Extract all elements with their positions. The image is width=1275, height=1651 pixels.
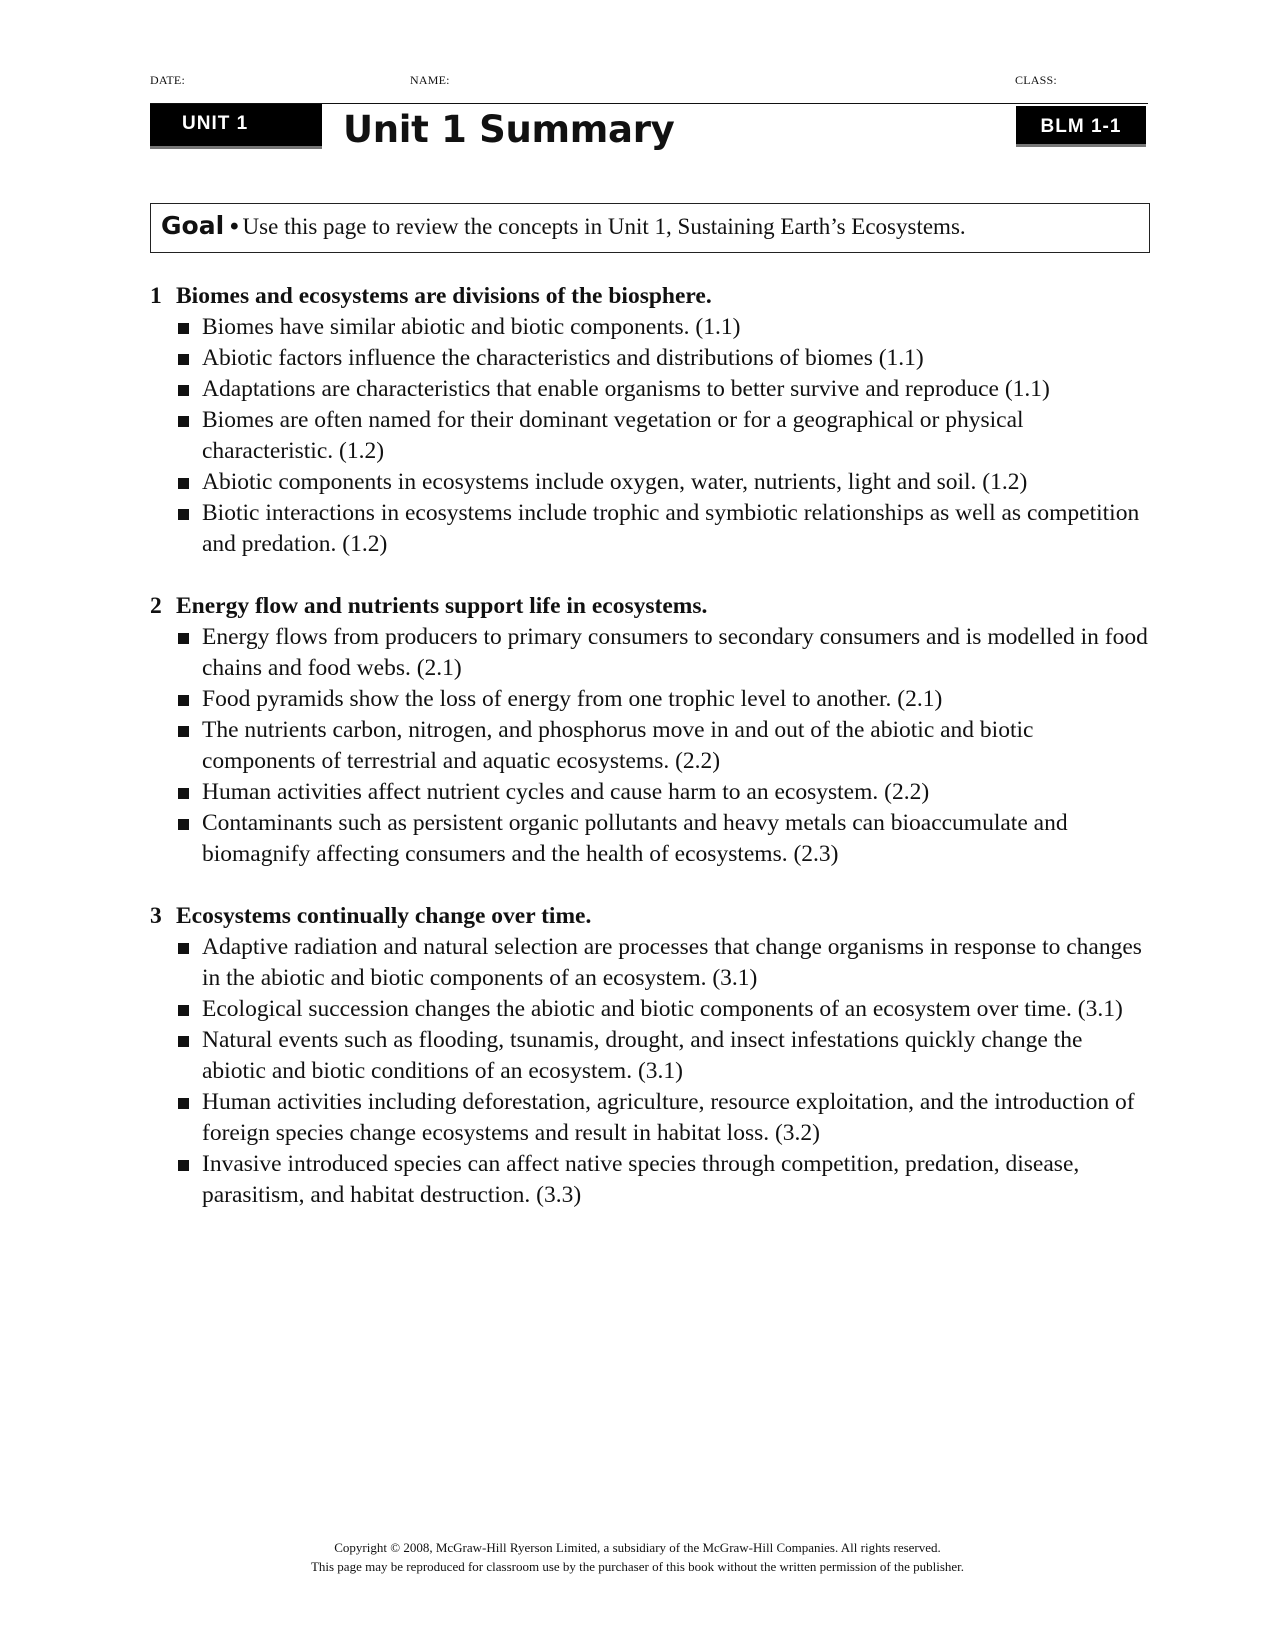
goal-label: Goal <box>161 211 225 240</box>
name-label: NAME: <box>410 73 450 87</box>
footer-line-2: This page may be reproduced for classroom use by the purchaser of this book without the written permission of the publisher. <box>310 1559 965 1574</box>
square-bullet-icon <box>176 932 202 994</box>
list-item: Ecological succession changes the abiotic and biotic components of an ecosystem over time. (3.1) <box>176 994 1150 1025</box>
section-number: 2 <box>150 593 162 619</box>
square-bullet-icon <box>176 777 202 808</box>
section-2 <box>150 591 1150 870</box>
square-bullet-icon <box>176 1025 202 1087</box>
square-bullet-icon <box>176 1087 202 1149</box>
summary-content <box>150 281 1150 1242</box>
list-item: Adaptive radiation and natural selection are processes that change organisms in response to changes in the abiotic and biotic components of an ecosystem. (3.1) <box>176 932 1150 994</box>
blm-badge: BLM 1-1 <box>1016 106 1146 147</box>
square-bullet-icon <box>176 405 202 467</box>
list-item: Food pyramids show the loss of energy from one trophic level to another. (2.1) <box>176 684 1150 715</box>
section-heading <box>150 591 1150 622</box>
copyright-footer <box>0 1538 1275 1576</box>
square-bullet-icon <box>176 312 202 343</box>
section-1 <box>150 281 1150 560</box>
footer-line-1: Copyright © 2008, McGraw-Hill Ryerson Limited, a subsidiary of the McGraw-Hill Companies. All rights reserved. <box>334 1540 941 1555</box>
bullet-list <box>150 932 1150 1211</box>
section-title: Ecosystems continually change over time. <box>176 903 592 929</box>
page-title: Unit 1 Summary <box>343 108 675 151</box>
section-title: Energy flow and nutrients support life in ecosystems. <box>176 593 708 619</box>
bullet-list <box>150 622 1150 870</box>
square-bullet-icon <box>176 715 202 777</box>
square-bullet-icon <box>176 467 202 498</box>
list-item: The nutrients carbon, nitrogen, and phosphorus move in and out of the abiotic and biotic components of terrestrial and aquatic ecosystems. (2.2) <box>176 715 1150 777</box>
list-item: Invasive introduced species can affect native species through competition, predation, disease, parasitism, and habitat destruction. (3.3) <box>176 1149 1150 1211</box>
class-label: CLASS: <box>1015 73 1057 87</box>
square-bullet-icon <box>176 374 202 405</box>
date-label: DATE: <box>150 73 185 87</box>
list-item: Human activities affect nutrient cycles and cause harm to an ecosystem. (2.2) <box>176 777 1150 808</box>
goal-box <box>150 203 1150 253</box>
square-bullet-icon <box>176 1149 202 1211</box>
list-item: Abiotic components in ecosystems include oxygen, water, nutrients, light and soil. (1.2) <box>176 467 1150 498</box>
list-item: Natural events such as flooding, tsunamis, drought, and insect infestations quickly change the abiotic and biotic conditions of an ecosystem. (3.1) <box>176 1025 1150 1087</box>
section-heading <box>150 901 1150 932</box>
square-bullet-icon <box>176 498 202 560</box>
unit-tab-shadow <box>150 146 322 149</box>
list-item: Biomes have similar abiotic and biotic components. (1.1) <box>176 312 1150 343</box>
section-heading <box>150 281 1150 312</box>
list-item: Biomes are often named for their dominant vegetation or for a geographical or physical characteristic. (1.2) <box>176 405 1150 467</box>
bullet-list <box>150 312 1150 560</box>
list-item: Adaptations are characteristics that enable organisms to better survive and reproduce (1.1) <box>176 374 1150 405</box>
list-item: Biotic interactions in ecosystems include trophic and symbiotic relationships as well as competition and predation. (1.2) <box>176 498 1150 560</box>
section-number: 3 <box>150 903 162 929</box>
list-item: Abiotic factors influence the characteristics and distributions of biomes (1.1) <box>176 343 1150 374</box>
goal-bullet: • <box>230 213 239 240</box>
unit-tab: UNIT 1 <box>150 104 322 148</box>
square-bullet-icon <box>176 808 202 870</box>
square-bullet-icon <box>176 343 202 374</box>
square-bullet-icon <box>176 684 202 715</box>
list-item: Contaminants such as persistent organic pollutants and heavy metals can bioaccumulate and biomagnify affecting consumers and the health of ecosystems. (2.3) <box>176 808 1150 870</box>
section-number: 1 <box>150 283 162 309</box>
section-3 <box>150 901 1150 1211</box>
goal-text: Use this page to review the concepts in Unit 1, Sustaining Earth’s Ecosystems. <box>242 214 966 239</box>
list-item: Human activities including deforestation, agriculture, resource exploitation, and the introduction of foreign species change ecosystems and result in habitat loss. (3.2) <box>176 1087 1150 1149</box>
square-bullet-icon <box>176 622 202 684</box>
section-title: Biomes and ecosystems are divisions of the biosphere. <box>176 283 712 309</box>
list-item: Energy flows from producers to primary consumers to secondary consumers and is modelled in food chains and food webs. (2.1) <box>176 622 1150 684</box>
square-bullet-icon <box>176 994 202 1025</box>
